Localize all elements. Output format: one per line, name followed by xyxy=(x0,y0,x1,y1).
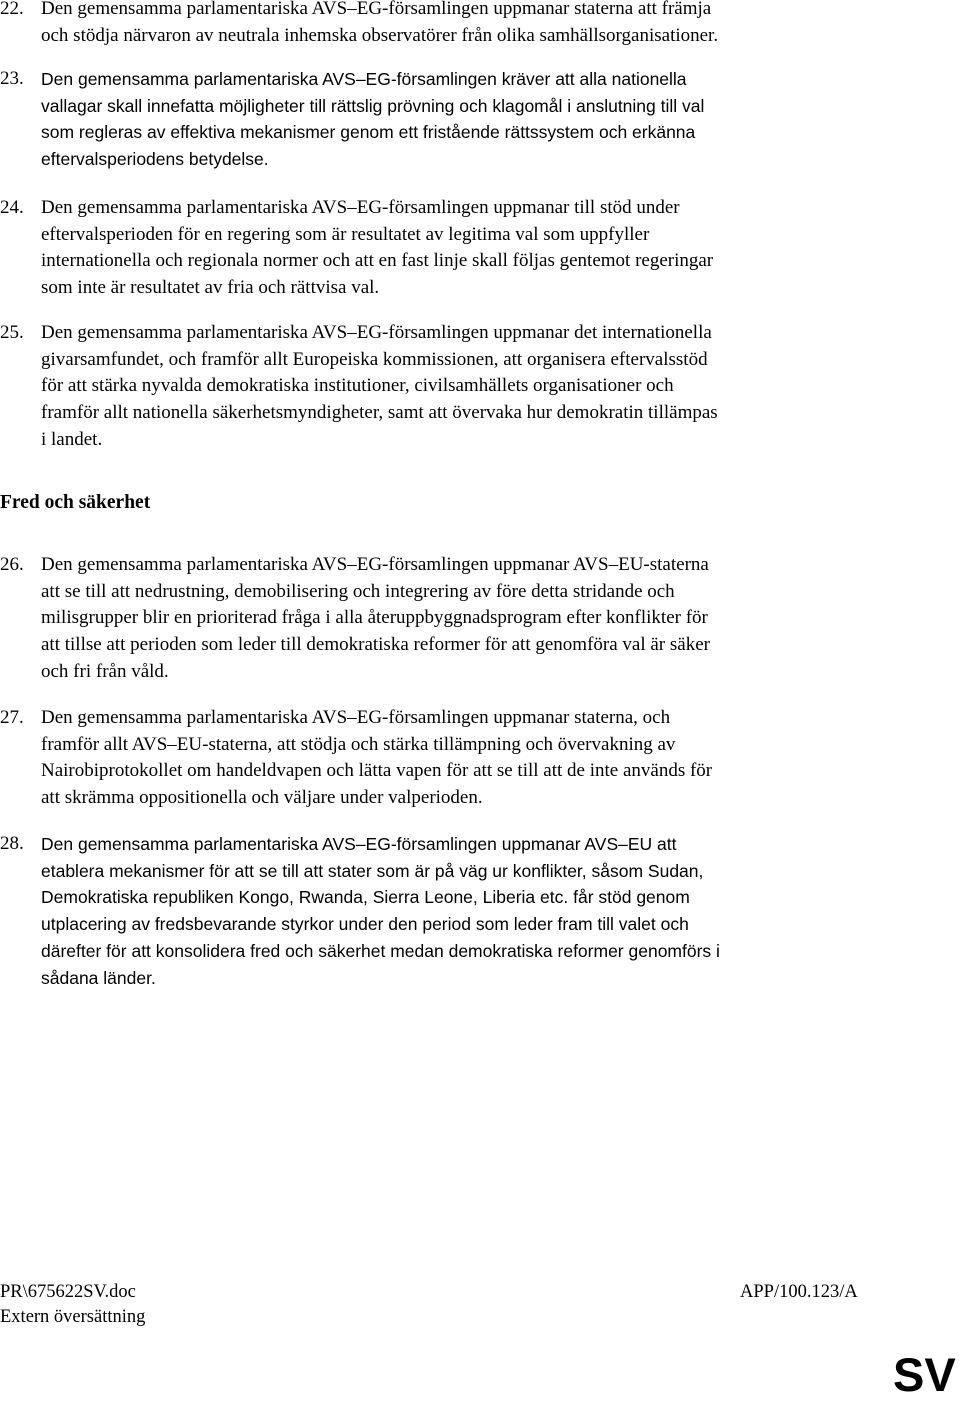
footer-left xyxy=(0,1280,145,1330)
text-line: Nairobiprotokollet om handeldvapen och lätta vapen för att se till att de inte används för xyxy=(41,760,713,782)
text-line: att se till att nedrustning, demobilisering och integrering av före detta stridande och xyxy=(41,580,675,602)
language-code: SV xyxy=(893,1348,956,1401)
text-line: Den gemensamma parlamentariska AVS–EG-församlingen uppmanar staterna, och xyxy=(41,707,671,728)
section-heading: Fred och säkerhet xyxy=(0,492,151,513)
text-line: och stödja närvaron av neutrala inhemska observatörer från olika samhällsorganisationer. xyxy=(41,24,719,46)
text-line: för att stärka nyvalda demokratiska institutioner, civilsamhällets organisationer och xyxy=(41,375,674,397)
paragraph-text xyxy=(41,705,900,812)
text-line: och fri från våld. xyxy=(41,660,169,682)
paragraph-25 xyxy=(0,320,900,454)
paragraph-27 xyxy=(0,705,900,812)
text-line: internationella och regionala normer och att en fast linje skall följas gentemot regeringar xyxy=(41,250,714,272)
paragraph-26 xyxy=(0,552,900,686)
text-line: vallagar skall innefatta möjligheter till rättslig prövning och klagomål i anslutning till val xyxy=(41,95,705,116)
text-line: Den gemensamma parlamentariska AVS–EG-församlingen uppmanar AVS–EU-staterna xyxy=(41,554,709,575)
text-line: därefter för att konsolidera fred och säkerhet medan demokratiska reformer genomförs i xyxy=(41,940,720,961)
footer-translation-note: Extern översättning xyxy=(0,1307,146,1327)
text-line: etablera mekanismer för att se till att stater som är på väg ur konflikter, såsom Sudan, xyxy=(41,860,704,881)
text-line: utplacering av fredsbevarande styrkor under den period som leder fram till valet och xyxy=(41,914,689,935)
text-line: milisgrupper blir en prioriterad fråga i alla återuppbyggnadsprogram efter konflikter för xyxy=(41,607,708,629)
text-line: Den gemensamma parlamentariska AVS–EG-församlingen uppmanar staterna att främja xyxy=(41,0,712,19)
text-line: sådana länder. xyxy=(41,967,156,988)
text-line: framför allt nationella säkerhetsmyndigheter, samt att övervaka hur demokratin tillämpas xyxy=(41,402,718,424)
paragraph-number: 27. xyxy=(0,707,24,728)
text-line: Den gemensamma parlamentariska AVS–EG-församlingen kräver att alla nationella xyxy=(41,69,687,89)
paragraph-text xyxy=(41,552,900,686)
text-line: som inte är resultatet av fria och rättvisa val. xyxy=(41,277,380,299)
text-line: Den gemensamma parlamentariska AVS–EG-församlingen uppmanar AVS–EU att xyxy=(41,834,677,854)
text-line: eftervalsperiodens betydelse. xyxy=(41,149,269,170)
paragraph-text xyxy=(41,195,900,302)
text-line: som regleras av effektiva mekanismer genom ett fristående rättssystem och erkänna xyxy=(41,122,696,143)
text-line: att tillse att perioden som leder till demokratiska reformer för att genomföra val är säker xyxy=(41,634,710,656)
text-line: i landet. xyxy=(41,428,103,450)
paragraph-number: 25. xyxy=(0,322,24,343)
text-line: Den gemensamma parlamentariska AVS–EG-församlingen uppmanar till stöd under xyxy=(41,197,680,218)
paragraph-number: 26. xyxy=(0,554,24,575)
paragraph-number: 28. xyxy=(0,833,24,854)
text-line: att skrämma oppositionella och väljare under valperioden. xyxy=(41,787,483,809)
paragraph-24 xyxy=(0,195,900,302)
text-line: eftervalsperioden för en regering som är resultatet av legitima val som uppfyller xyxy=(41,223,650,245)
paragraph-text xyxy=(41,66,900,173)
text-line: Demokratiska republiken Kongo, Rwanda, Sierra Leone, Liberia etc. får stöd genom xyxy=(41,887,690,908)
paragraph-23 xyxy=(0,66,900,173)
paragraph-28 xyxy=(0,831,900,991)
paragraph-text xyxy=(41,320,900,454)
paragraph-number: 23. xyxy=(0,68,24,89)
paragraph-number: 22. xyxy=(0,0,24,19)
footer-doc-ref: PR\675622SV.doc xyxy=(0,1282,136,1302)
paragraph-text xyxy=(41,0,900,49)
text-line: framför allt AVS–EU-staterna, att stödja och stärka tillämpning och övervakning av xyxy=(41,733,676,755)
text-line: givarsamfundet, och framför allt Europeiska kommissionen, att organisera eftervalsstöd xyxy=(41,348,708,370)
paragraph-22 xyxy=(0,0,900,49)
text-line: Den gemensamma parlamentariska AVS–EG-församlingen uppmanar det internationella xyxy=(41,322,712,343)
paragraph-number: 24. xyxy=(0,197,24,218)
footer-ref-code: APP/100.123/A xyxy=(740,1282,858,1302)
paragraph-text xyxy=(41,831,900,991)
